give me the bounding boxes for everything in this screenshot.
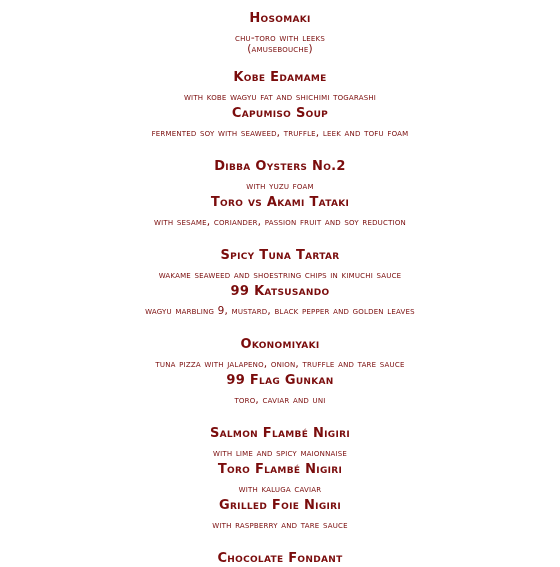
- dish-description-okonomiyaki: tuna pizza with jalapeno, onion, truffle and tare sauce: [155, 358, 405, 370]
- dish-description-grilled-foie-nigiri: with raspberry and tare sauce: [212, 519, 348, 531]
- dish-title-salmon-flambe-nigiri: Salmon Flambé Nigiri: [209, 426, 351, 441]
- dish-title-toro-flambe-nigiri: Toro Flambé Nigiri: [217, 462, 343, 477]
- dish-description-spicy-tuna-tartar: wakame seaweed and shoestring chips in kimuchi sauce: [158, 269, 402, 281]
- dish-description-salmon-flambe-nigiri: with lime and spicy maionnaise: [212, 447, 348, 459]
- dish-title-spicy-tuna-tartar: Spicy Tuna Tartar: [220, 248, 340, 263]
- dish-title-okonomiyaki: Okonomiyaki: [240, 337, 320, 352]
- dish-title-toro-vs-akami-tataki: Toro vs Akami Tataki: [210, 195, 350, 210]
- dish-title-chocolate-fondant: Chocolate Fondant: [217, 551, 343, 566]
- dish-title-99-katsusando: 99 Katsusando: [230, 284, 330, 299]
- dish-title-hosomaki: Hosomaki: [249, 11, 311, 26]
- dish-description-kobe-edamame: with kobe wagyu fat and shichimi togarashi: [183, 91, 377, 103]
- dish-description-capumiso-soup: fermented soy with seaweed, truffle, leek and tofu foam: [151, 127, 409, 139]
- dish-note-hosomaki: (amusebouche): [247, 43, 313, 55]
- dish-description-toro-flambe-nigiri: with kaluga caviar: [238, 483, 322, 495]
- dish-title-99-flag-gunkan: 99 Flag Gunkan: [226, 373, 334, 388]
- dish-title-capumiso-soup: Capumiso Soup: [231, 106, 329, 121]
- dish-title-grilled-foie-nigiri: Grilled Foie Nigiri: [218, 498, 342, 513]
- dish-description-toro-vs-akami-tataki: with sesame, coriander, passion fruit and soy reduction: [154, 216, 406, 228]
- dish-title-dibba-oysters: Dibba Oysters No.2: [214, 159, 346, 174]
- dish-description-dibba-oysters: with yuzu foam: [246, 180, 314, 192]
- dish-description-99-flag-gunkan: toro, caviar and uni: [234, 394, 326, 406]
- dish-description-hosomaki: chu-toro with leeks: [234, 32, 325, 44]
- dish-title-kobe-edamame: Kobe Edamame: [233, 70, 327, 85]
- dish-description-99-katsusando: wagyu marbling 9, mustard, black pepper and golden leaves: [145, 305, 415, 317]
